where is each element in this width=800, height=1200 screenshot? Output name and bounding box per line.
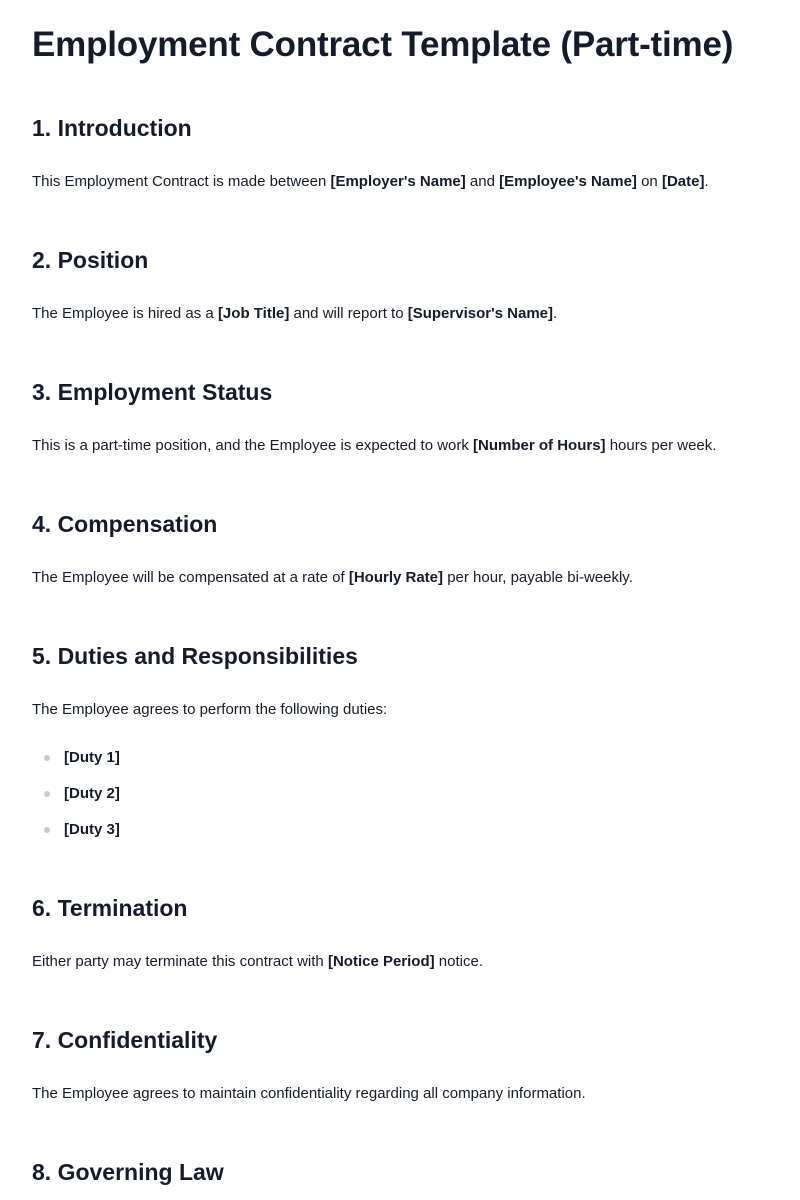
text-run: The Employee agrees to perform the following duties: xyxy=(32,701,388,718)
placeholder-field: [Number of Hours] xyxy=(473,437,606,454)
text-run: hours per week. xyxy=(605,437,717,454)
duties-list xyxy=(32,746,120,854)
bullet-dot-icon xyxy=(44,755,50,761)
placeholder-field: [Date] xyxy=(661,173,705,190)
section-text-employment-status xyxy=(32,435,716,457)
section-heading-compensation: 4. Compensation xyxy=(32,511,218,537)
placeholder-field: [Supervisor's Name] xyxy=(407,305,554,322)
text-run: and xyxy=(465,173,500,190)
text-run: on xyxy=(636,173,662,190)
section-heading-introduction: 1. Introduction xyxy=(32,115,192,141)
bullet-dot-icon xyxy=(44,791,50,797)
bullet-dot-icon xyxy=(44,827,50,833)
section-heading-employment-status: 3. Employment Status xyxy=(32,379,273,405)
document-title: Employment Contract Template (Part-time) xyxy=(32,25,734,64)
placeholder-field: [Employer's Name] xyxy=(330,173,466,190)
section-text-duties xyxy=(32,699,387,721)
text-run: The Employee agrees to maintain confidentiality regarding all company information. xyxy=(32,1085,586,1102)
list-item xyxy=(32,818,120,854)
section-heading-duties: 5. Duties and Responsibilities xyxy=(32,643,358,669)
list-item xyxy=(32,782,120,818)
text-run: This is a part-time position, and the Employee is expected to work xyxy=(32,437,474,454)
section-heading-position: 2. Position xyxy=(32,247,149,273)
text-run: notice. xyxy=(434,953,484,970)
placeholder-field: [Hourly Rate] xyxy=(348,569,444,586)
text-run: . xyxy=(553,305,558,322)
duty-label: [Duty 3] xyxy=(64,821,120,838)
text-run: per hour, payable bi-weekly. xyxy=(443,569,633,586)
placeholder-field: [Job Title] xyxy=(217,305,290,322)
text-run: This Employment Contract is made between xyxy=(32,173,331,190)
text-run: and will report to xyxy=(289,305,408,322)
text-run: Either party may terminate this contract with xyxy=(32,953,328,970)
duty-label: [Duty 2] xyxy=(64,785,120,802)
duty-label: [Duty 1] xyxy=(64,749,120,766)
section-text-compensation xyxy=(32,567,633,589)
section-text-position xyxy=(32,303,557,325)
section-text-termination xyxy=(32,951,483,973)
list-item xyxy=(32,746,120,782)
section-text-confidentiality xyxy=(32,1083,586,1105)
text-run: The Employee will be compensated at a rate of xyxy=(32,569,349,586)
text-run: The Employee is hired as a xyxy=(32,305,218,322)
section-heading-termination: 6. Termination xyxy=(32,895,188,921)
placeholder-field: [Notice Period] xyxy=(327,953,435,970)
section-heading-governing-law: 8. Governing Law xyxy=(32,1159,224,1185)
placeholder-field: [Employee's Name] xyxy=(499,173,637,190)
section-text-introduction xyxy=(32,171,709,193)
text-run: . xyxy=(704,173,709,190)
section-heading-confidentiality: 7. Confidentiality xyxy=(32,1027,218,1053)
